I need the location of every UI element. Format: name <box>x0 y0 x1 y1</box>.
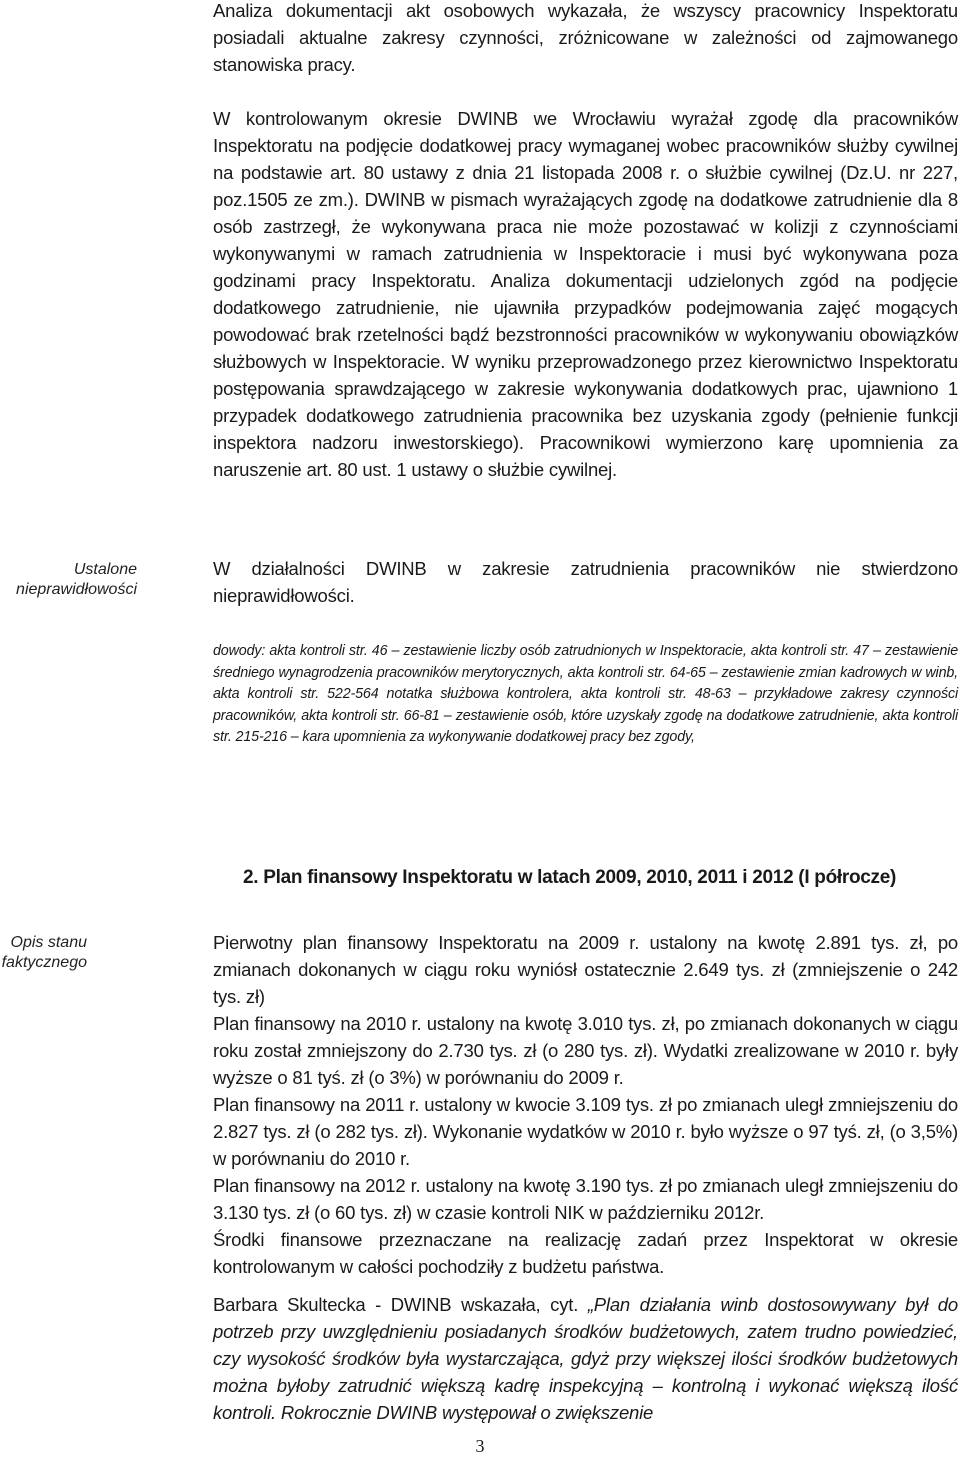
financial-plan-block <box>213 929 958 1426</box>
quote-label: Barbara Skultecka - DWINB wskazała, cyt. <box>213 1294 579 1315</box>
plan-2011: Plan finansowy na 2011 r. ustalony w kwocie 3.109 tys. zł po zmianach uległ zmniejszeniu do 2.827 tys. zł (o 282 tys. zł). Wykonanie wydatków w 2010 r. było wyższe o 97 tyś. zł, (o 3,5%) w porównaniu do 2010 r. <box>213 1094 958 1169</box>
plan-2010: Plan finansowy na 2010 r. ustalony na kwotę 3.010 tys. zł, po zmianach dokonanych w ciągu roku został zmniejszony do 2.730 tys. zł (o 280 tys. zł). Wydatki zrealizowane w 2010 r. były wyższe o 81 tyś. zł (o 3%) w porównaniu do 2009 r. <box>213 1013 958 1088</box>
irregularities-text: W działalności DWINB w zakresie zatrudnienia pracowników nie stwierdzono nieprawidłowości. <box>213 558 958 606</box>
intro-block <box>213 0 958 483</box>
section-2-heading: 2. Plan finansowy Inspektoratu w latach 2009, 2010, 2011 i 2012 (I półrocze) <box>243 867 897 888</box>
irregularities-label: Ustalone nieprawidłowości <box>16 561 137 598</box>
evidence-list: dowody: akta kontroli str. 46 – zestawienie liczby osób zatrudnionych w Inspektoracie, akta kontroli str. 47 – zestawienie średniego wynagrodzenia pracowników merytorycznych, akta kontroli str. 64-65 – zestawienie zmian kadrowych w winb, akta kontroli str. 522-564 notatka służbowa kontrolera, akta kontroli str. 48-63 – przykładowe zakresy czynności pracowników, akta kontroli str. 66-81 – zestawienie osób, które uzyskały zgodę na dodatkowe zatrudnienie, akta kontroli str. 215-216 – kara upomnienia za wykonywanie dodatkowej pracy bez zgody, <box>213 643 958 745</box>
page-number: 3 <box>475 1436 485 1456</box>
plan-2009: Pierwotny plan finansowy Inspektoratu na 2009 r. ustalony na kwotę 2.891 tys. zł, po zmianach dokonanych w ciągu roku wyniósł ostatecznie 2.649 tys. zł (zmniejszenie o 242 tys. zł) <box>213 932 958 1007</box>
funding-source: Środki finansowe przeznaczane na realizację zadań przez Inspektorat w okresie kontrolowanym w całości pochodziły z budżetu państwa. <box>213 1229 958 1277</box>
intro-paragraph-2: W kontrolowanym okresie DWINB we Wrocławiu wyrażał zgodę dla pracowników Inspektoratu na podjęcie dodatkowej pracy wymaganej wobec pracowników służby cywilnej na podstawie art. 80 ustawy z dnia 21 listopada 2008 r. o służbie cywilnej (Dz.U. nr 227, poz.1505 ze zm.). DWINB w pismach wyrażających zgodę na dodatkowe zatrudnienie dla 8 osób zastrzegł, że wykonywana praca nie może pozostawać w kolizji z czynnościami wykonywanymi w ramach zatrudnienia w Inspektoracie i musi być wykonywana poza godzinami pracy Inspektoratu. Analiza dokumentacji udzielonych zgód na podjęcie dodatkowego zatrudnienie, nie ujawniła przypadków podejmowania zajęć mogących powodować brak rzetelności bądź bezstronności pracowników w wykonywaniu obowiązków służbowych w Inspektoracie. W wyniku przeprowadzonego przez kierownictwo Inspektoratu postępowania sprawdzającego w zakresie wykonywania dodatkowych prac, ujawniono 1 przypadek dodatkowego zatrudnienia pracownika bez uzyskania zgody (pełnienie funkcji inspektora nadzoru inwestorskiego). Pracownikowi wymierzono karę upomnienia za naruszenie art. 80 ust. 1 ustawy o służbie cywilnej. <box>213 108 958 480</box>
quote-text: „Plan działania winb dostosowywany był do potrzeb przy uwzględnieniu posiadanych środków budżetowych, zatem trudno powiedzieć, czy wysokość środków była wystarczająca, gdyż przy większej ilości środków budżetowych można byłoby zatrudnić większą kadrę inspekcyjną – kontrolną i wykonać większą ilość kontroli. Rokrocznie DWINB występował o zwiększenie <box>213 1294 958 1423</box>
intro-paragraph-1: Analiza dokumentacji akt osobowych wykazała, że wszyscy pracownicy Inspektoratu posiadali aktualne zakresy czynności, zróżnicowane w zależności od zajmowanego stanowiska pracy. <box>213 0 958 75</box>
dwinb-quote <box>213 1291 958 1426</box>
facts-label: Opis stanu faktycznego <box>1 934 87 971</box>
plan-2012: Plan finansowy na 2012 r. ustalony na kwotę 3.190 tys. zł po zmianach uległ zmniejszeniu do 3.130 tys. zł (o 60 tys. zł) w czasie kontroli NIK w październiku 2012r. <box>213 1175 958 1223</box>
irregularities-block <box>213 555 958 609</box>
